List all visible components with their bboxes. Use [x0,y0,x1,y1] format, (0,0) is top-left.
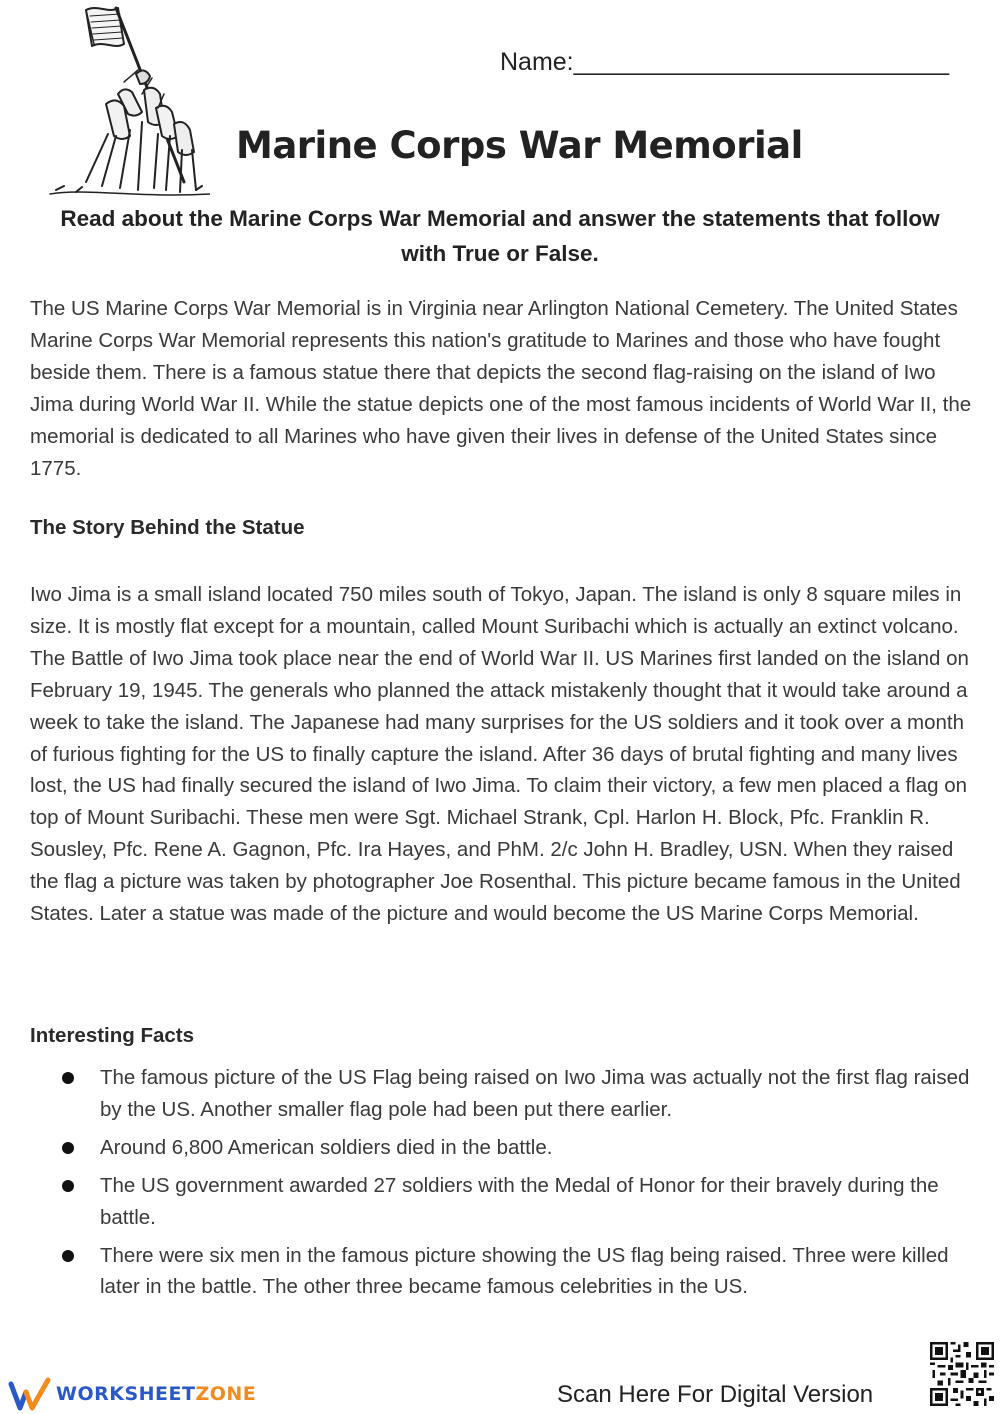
fact-text: Around 6,800 American soldiers died in the battle. [100,1135,553,1159]
logo-text-zone: ZONE [195,1383,257,1405]
flag-raising-illustration [46,4,210,200]
bullet-icon [62,1072,74,1084]
intro-paragraph: The US Marine Corps War Memorial is in Virginia near Arlington National Cemetery. The United States Marine Corps War Memorial represents this nation's gratitude to Marines and those who have fought beside them. There is a famous statue there that depicts the second flag-raising on the island of Iwo Jima during World War II. While the statue depicts one of the most famous incidents of World War II, the memorial is dedicated to all Marines who have given their lives in defense of the United States since 1775. [30,297,972,480]
name-field[interactable]: Name:___________________________ [500,48,950,76]
list-item [30,1062,980,1126]
facts-list [30,1062,980,1309]
fact-text: The famous picture of the US Flag being raised on Iwo Jima was actually not the first flag raised by the US. Another smaller flag pole had been put there earlier. [100,1066,970,1121]
logo-text-worksheet: WORKSHEET [56,1383,196,1405]
story-heading: The Story Behind the Statue [30,516,305,539]
page-title: Marine Corps War Memorial [236,124,803,167]
bullet-icon [62,1180,74,1192]
scan-instruction: Scan Here For Digital Version [557,1381,874,1408]
qr-code-icon[interactable] [930,1342,994,1406]
fact-text: The US government awarded 27 soldiers with the Medal of Honor for their bravely during the battle. [100,1173,939,1229]
instructions: Read about the Marine Corps War Memorial and answer the statements that follow with True or False. [60,206,940,266]
list-item [30,1240,980,1304]
bullet-icon [62,1142,74,1154]
worksheetzone-logo-icon [8,1376,54,1412]
fact-text: There were six men in the famous picture showing the US flag being raised. Three were killed later in the battle. The other three became famous celebrities in the US. [100,1243,949,1299]
story-paragraph: Iwo Jima is a small island located 750 miles south of Tokyo, Japan. The island is only 8 square miles in size. It is mostly flat except for a mountain, called Mount Suribachi which is actually an extinct volcano. The Battle of Iwo Jima took place near the end of World War II. US Marines first landed on the island on February 19, 1945. The generals who planned the attack mistakenly thought that it would take around a week to take the island. The Japanese had many surprises for the US soldiers and it took over a month of furious fighting for the US to finally capture the island. After 36 days of brutal fighting and many lives lost, the US had finally secured the island of Iwo Jima. To claim their victory, a few men placed a flag on top of Mount Suribachi. These men were Sgt. Michael Strank, Cpl. Harlon H. Block, Pfc. Franklin R. Sousley, Pfc. Rene A. Gagnon, Pfc. Ira Hayes, and PhM. 2/c John H. Bradley, USN. When they raised the flag a picture was taken by photographer Joe Rosenthal. This picture became famous in the United States. Later a statue was made of the picture and would become the US Marine Corps Memorial. [30,583,969,926]
list-item [30,1170,980,1234]
list-item [30,1132,980,1164]
worksheetzone-logo[interactable] [8,1374,256,1414]
bullet-icon [62,1250,74,1262]
facts-heading: Interesting Facts [30,1024,195,1047]
